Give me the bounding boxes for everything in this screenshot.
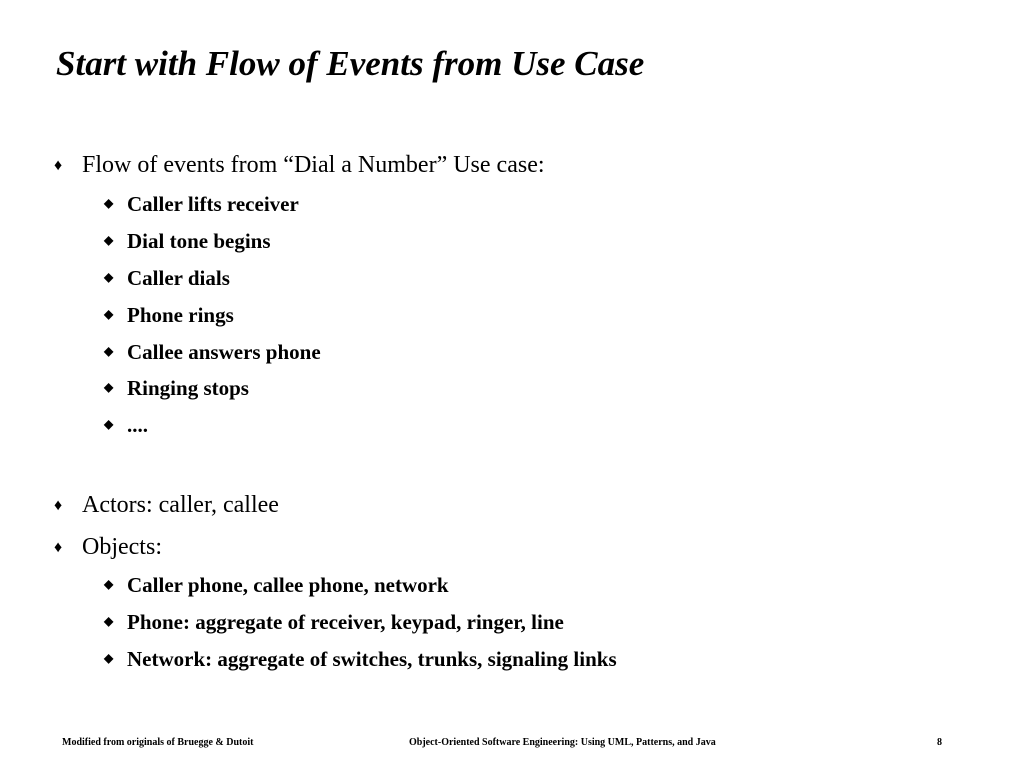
diamond-bullet-icon: ♦ <box>54 539 63 556</box>
subitem-text: Ringing stops <box>127 376 249 400</box>
diamond-bullet-icon: ◆ <box>104 196 114 210</box>
diamond-bullet-icon: ◆ <box>104 577 114 591</box>
subitem-text: Caller dials <box>127 266 230 290</box>
diamond-bullet-icon: ◆ <box>104 417 114 431</box>
diamond-bullet-icon: ◆ <box>104 614 114 628</box>
subitem-phone-rings <box>104 302 234 328</box>
subitem-text: .... <box>127 413 148 437</box>
subitem-phone-aggregate <box>104 609 564 635</box>
footer-course-title: Object-Oriented Software Engineering: Using UML, Patterns, and Java <box>409 737 716 748</box>
subitem-text: Dial tone begins <box>127 229 271 253</box>
diamond-bullet-icon: ◆ <box>104 270 114 284</box>
subitem-dial-tone-begins <box>104 228 271 254</box>
subitem-text: Network: aggregate of switches, trunks, signaling links <box>127 647 617 671</box>
diamond-bullet-icon: ◆ <box>104 380 114 394</box>
subitem-text: Phone: aggregate of receiver, keypad, ringer, line <box>127 610 564 634</box>
bullet-text: Actors: caller, callee <box>82 492 279 518</box>
subitem-caller-lifts-receiver <box>104 191 299 217</box>
subitem-callee-answers-phone <box>104 339 321 365</box>
diamond-bullet-icon: ♦ <box>54 497 63 514</box>
bullet-actors <box>54 491 279 519</box>
slide-title: Start with Flow of Events from Use Case <box>56 44 645 83</box>
subitem-text: Phone rings <box>127 303 234 327</box>
diamond-bullet-icon: ◆ <box>104 651 114 665</box>
subitem-text: Caller phone, callee phone, network <box>127 573 449 597</box>
footer-credit: Modified from originals of Bruegge & Dutoit <box>62 737 254 748</box>
diamond-bullet-icon: ◆ <box>104 307 114 321</box>
subitem-ringing-stops <box>104 375 249 401</box>
bullet-text: Flow of events from “Dial a Number” Use case: <box>82 152 545 178</box>
bullet-flow-of-events <box>54 151 545 179</box>
subitem-text: Caller lifts receiver <box>127 192 299 216</box>
subitem-network-aggregate <box>104 646 617 672</box>
page-number: 8 <box>937 737 942 748</box>
diamond-bullet-icon: ♦ <box>54 157 63 174</box>
diamond-bullet-icon: ◆ <box>104 344 114 358</box>
subitem-caller-dials <box>104 265 230 291</box>
bullet-objects <box>54 533 162 561</box>
subitem-text: Callee answers phone <box>127 340 321 364</box>
bullet-text: Objects: <box>82 534 162 560</box>
subitem-ellipsis <box>104 412 148 438</box>
diamond-bullet-icon: ◆ <box>104 233 114 247</box>
subitem-caller-callee-network <box>104 572 449 598</box>
